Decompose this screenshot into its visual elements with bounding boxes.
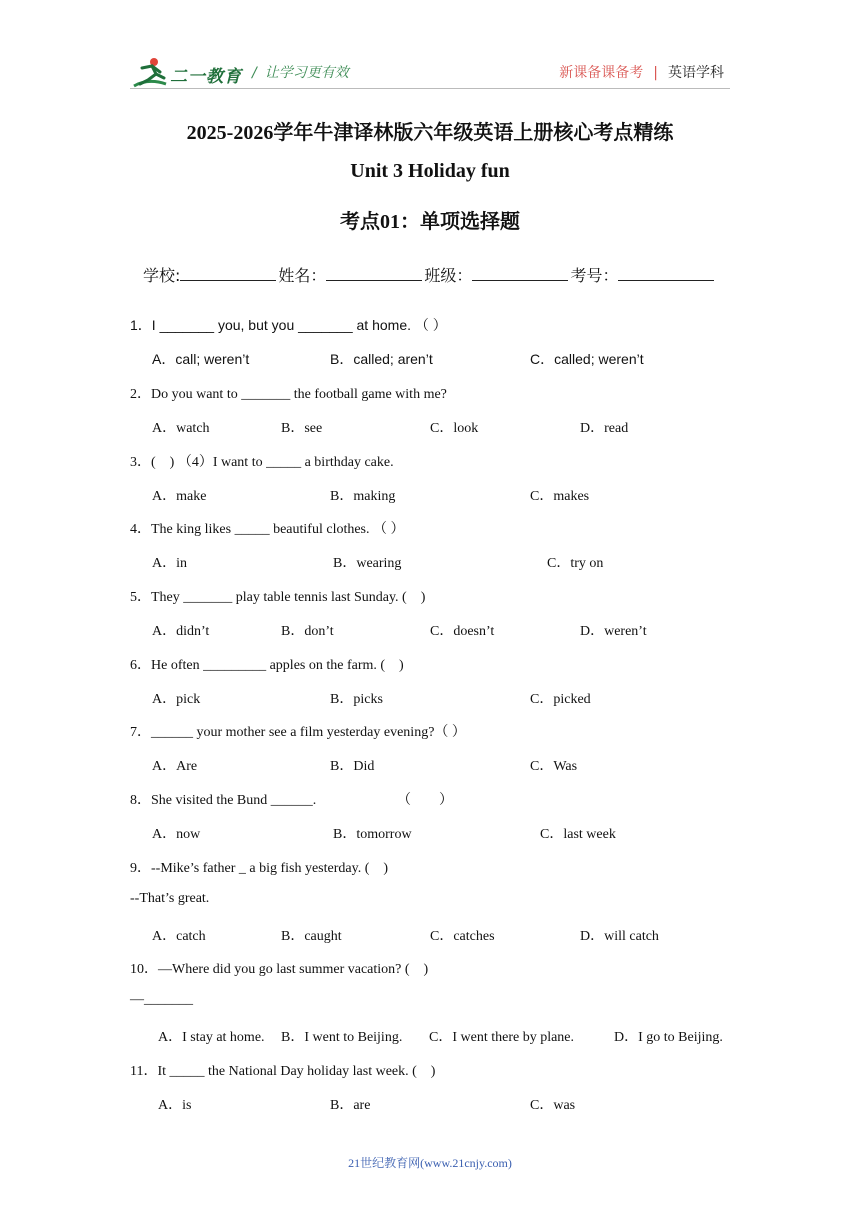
question-1: 1．I _______ you, but you _______ at home. （ ） (130, 317, 447, 333)
question-9: 9．--Mike’s father _ a big fish yesterday. ( ) (130, 861, 389, 876)
q10-option-b: B．I went to Beijing. (281, 1030, 403, 1045)
slogan (252, 62, 349, 82)
q3-option-c: C．makes (530, 489, 590, 504)
doc-title: 2025-2026学年牛津译林版六年级英语上册核心考点精练 (186, 122, 674, 144)
q8-answer-paren: （ ） (397, 793, 453, 808)
header-divider (130, 88, 730, 89)
logo-text: 二一教育 (170, 67, 242, 87)
question-10: 10．—Where did you go last summer vacation? ( ) (130, 962, 429, 977)
q3-option-b: B．making (330, 489, 396, 504)
logo (130, 56, 242, 90)
class-label: 班级： (424, 266, 473, 285)
q7-option-b: B．Did (330, 759, 375, 774)
question-8: 8．She visited the Bund ______. (130, 793, 317, 808)
q1-option-b: B．called; aren’t (330, 351, 433, 367)
q3-option-a: A．make (152, 489, 207, 504)
q9-option-d: D．will catch (580, 929, 659, 944)
q7-option-c: C．Was (530, 759, 578, 774)
q11-option-c: C．was (530, 1098, 576, 1113)
number-blank[interactable] (618, 266, 714, 281)
q9-option-a: A．catch (152, 929, 206, 944)
student-info (143, 263, 716, 286)
header-subject-label: 英语学科 (668, 65, 724, 81)
q5-option-d: D．weren’t (580, 624, 647, 639)
slogan-slash: / (252, 65, 257, 81)
q2-option-c: C．look (430, 421, 479, 436)
q2-option-d: D．read (580, 421, 629, 436)
number-label: 考号： (570, 266, 619, 285)
runner-logo-icon (130, 56, 170, 90)
school-label: 学校: (143, 266, 181, 285)
name-blank[interactable] (326, 266, 422, 281)
q10-dialogue-reply: —_______ (130, 992, 193, 1007)
q9-dialogue-reply: --That’s great. (130, 891, 210, 906)
q9-option-b: B．caught (281, 929, 342, 944)
question-6: 6．He often _________ apples on the farm. ( ) (130, 658, 404, 673)
q6-option-a: A．pick (152, 692, 201, 707)
q2-option-a: A．watch (152, 421, 210, 436)
question-2: 2．Do you want to _______ the football game with me? (130, 387, 447, 402)
name-label: 姓名： (278, 266, 327, 285)
header-separator: | (653, 65, 658, 81)
q11-option-a: A．is (158, 1098, 192, 1113)
question-11: 11．It _____ the National Day holiday last week. ( ) (130, 1064, 436, 1079)
q5-option-b: B．don’t (281, 624, 334, 639)
page-footer: 21世纪教育网(www.21cnjy.com) (348, 1156, 512, 1170)
q4-option-c: C．try on (547, 556, 604, 571)
question-5: 5．They _______ play table tennis last Sunday. ( ) (130, 590, 426, 605)
section-title: 考点01：单项选择题 (340, 211, 520, 233)
question-7: 7．______ your mother see a film yesterday evening?（ ） (130, 725, 466, 740)
q10-option-d: D．I go to Beijing. (614, 1030, 723, 1045)
unit-title: Unit 3 Holiday fun (350, 160, 510, 182)
q10-option-c: C．I went there by plane. (429, 1030, 575, 1045)
question-4: 4．The king likes _____ beautiful clothes. （ ） (130, 522, 405, 537)
q6-option-b: B．picks (330, 692, 383, 707)
q4-option-a: A．in (152, 556, 187, 571)
slogan-text: 让学习更有效 (264, 65, 349, 81)
class-blank[interactable] (472, 266, 568, 281)
q5-option-c: C．doesn’t (430, 624, 495, 639)
question-3: 3．( ) （4）I want to _____ a birthday cake. (130, 455, 394, 470)
q10-option-a: A．I stay at home. (158, 1030, 265, 1045)
q1-option-c: C．called; weren’t (530, 351, 644, 367)
q7-option-a: A．Are (152, 759, 198, 774)
q1-option-a: A．call; weren’t (152, 351, 250, 367)
q5-option-a: A．didn’t (152, 624, 210, 639)
q8-option-b: B．tomorrow (333, 827, 412, 842)
q6-option-c: C．picked (530, 692, 591, 707)
q8-option-a: A．now (152, 827, 201, 842)
school-blank[interactable] (180, 266, 276, 281)
page-header (0, 0, 860, 100)
header-subject (559, 62, 724, 82)
q8-option-c: C．last week (540, 827, 616, 842)
q2-option-b: B．see (281, 421, 323, 436)
q9-option-c: C．catches (430, 929, 495, 944)
header-course-label: 新课备课备考 (559, 65, 644, 81)
q4-option-b: B．wearing (333, 556, 402, 571)
q11-option-b: B．are (330, 1098, 371, 1113)
